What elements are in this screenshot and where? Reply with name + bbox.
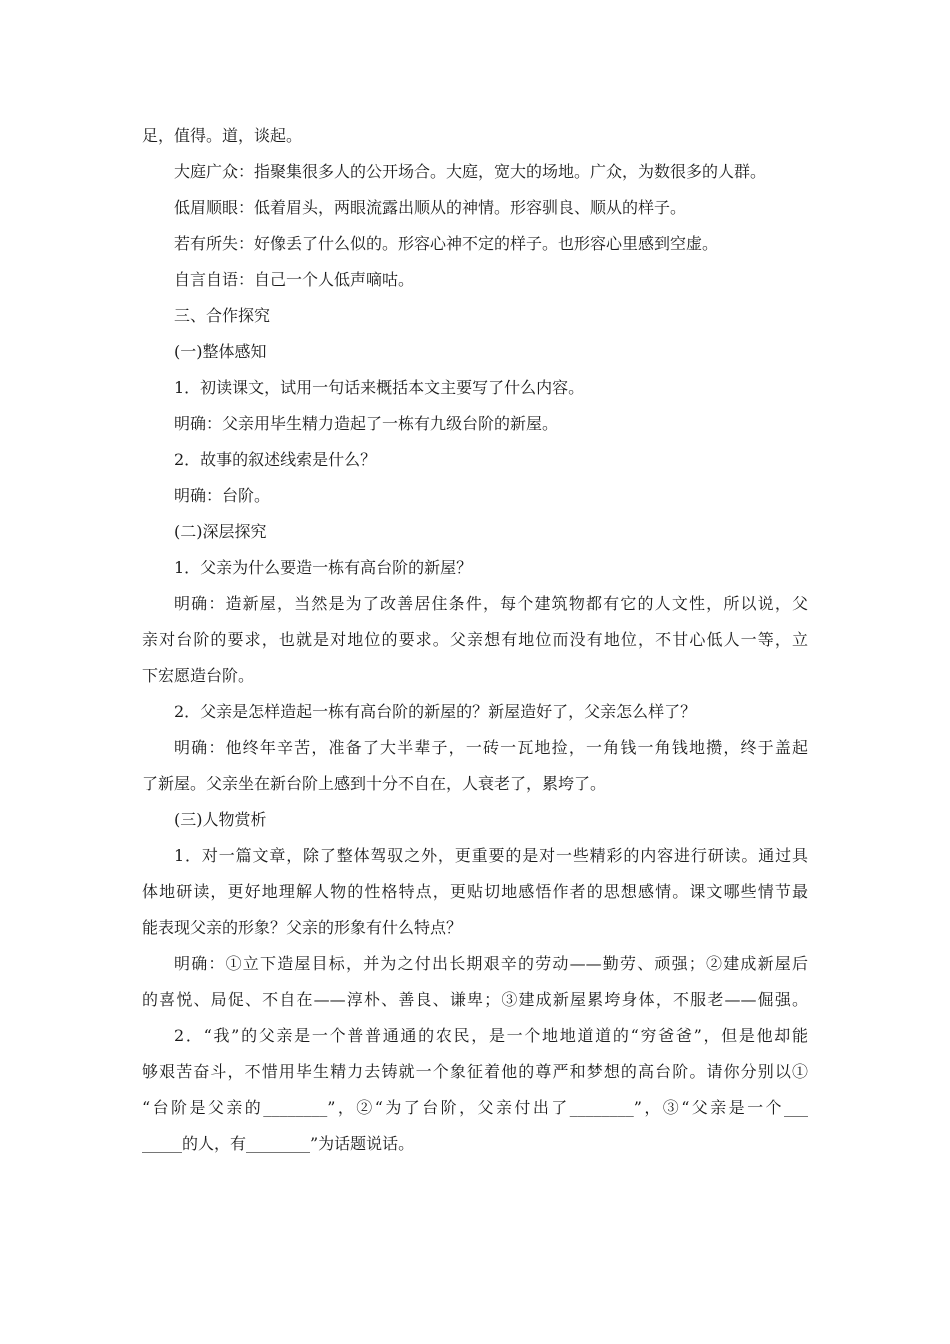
question-line: 1．对一篇文章，除了整体驾驭之外，更重要的是对一些精彩的内容进行研读。通过具: [174, 846, 808, 865]
answer-line: 明确：父亲用毕生精力造起了一栋有九级台阶的新屋。: [174, 414, 559, 433]
question-line: 1．父亲为什么要造一栋有高台阶的新屋？: [174, 558, 473, 577]
question-line: 2．父亲是怎样造起一栋有高台阶的新屋的？新屋造好了，父亲怎么样了？: [174, 702, 697, 721]
answer-line: 明确：他终年辛苦，准备了大半辈子，一砖一瓦地捡，一角钱一角钱地攒，终于盖起: [174, 738, 808, 757]
question-line: 2．故事的叙述线索是什么？: [174, 450, 377, 469]
answer-line: 的喜悦、局促、不自在——淳朴、善良、谦卑；③建成新屋累垮身体，不服老——倔强。: [142, 990, 808, 1009]
question-line: 够艰苦奋斗，不惜用毕生精力去铸就一个象征着他的尊严和梦想的高台阶。请你分别以①: [142, 1062, 808, 1081]
text-line: 大庭广众：指聚集很多人的公开场合。大庭，宽大的场地。广众，为数很多的人群。: [174, 162, 767, 181]
question-line: “台阶是父亲的________”，②“为了台阶，父亲付出了________”，③“父亲是一个___: [142, 1098, 808, 1117]
answer-line: 下宏愿造台阶。: [142, 666, 255, 685]
document-page: [142, 118, 808, 1162]
text-line: 足，值得。道，谈起。: [142, 126, 303, 145]
answer-line: 明确：造新屋，当然是为了改善居住条件，每个建筑物都有它的人文性，所以说，父: [174, 594, 808, 613]
answer-line: 亲对台阶的要求，也就是对地位的要求。父亲想有地位而没有地位，不甘心低人一等，立: [142, 630, 808, 649]
question-line: 能表现父亲的形象？父亲的形象有什么特点？: [142, 918, 463, 937]
answer-line: 明确：台阶。: [174, 486, 271, 505]
question-line: 2．“我”的父亲是一个普普通通的农民，是一个地地道道的“穷爸爸”，但是他却能: [174, 1026, 808, 1045]
question-line: _____的人，有________”为话题说话。: [142, 1134, 415, 1153]
subsection-heading: (一)整体感知: [174, 342, 267, 361]
subsection-heading: (二)深层探究: [174, 522, 267, 541]
question-line: 1．初读课文，试用一句话来概括本文主要写了什么内容。: [174, 378, 585, 397]
question-line: 体地研读，更好地理解人物的性格特点，更贴切地感悟作者的思想感情。课文哪些情节最: [142, 882, 808, 901]
text-line: 自言自语：自己一个人低声嘀咕。: [174, 270, 415, 289]
text-line: 若有所失：好像丢了什么似的。形容心神不定的样子。也形容心里感到空虚。: [174, 234, 719, 253]
section-heading: 三、合作探究: [174, 306, 271, 325]
text-line: 低眉顺眼：低着眉头，两眼流露出顺从的神情。形容驯良、顺从的样子。: [174, 198, 687, 217]
answer-line: 明确：①立下造屋目标，并为之付出长期艰辛的劳动——勤劳、顽强；②建成新屋后: [174, 954, 808, 973]
answer-line: 了新屋。父亲坐在新台阶上感到十分不自在，人衰老了，累垮了。: [142, 774, 607, 793]
subsection-heading: (三)人物赏析: [174, 810, 267, 829]
